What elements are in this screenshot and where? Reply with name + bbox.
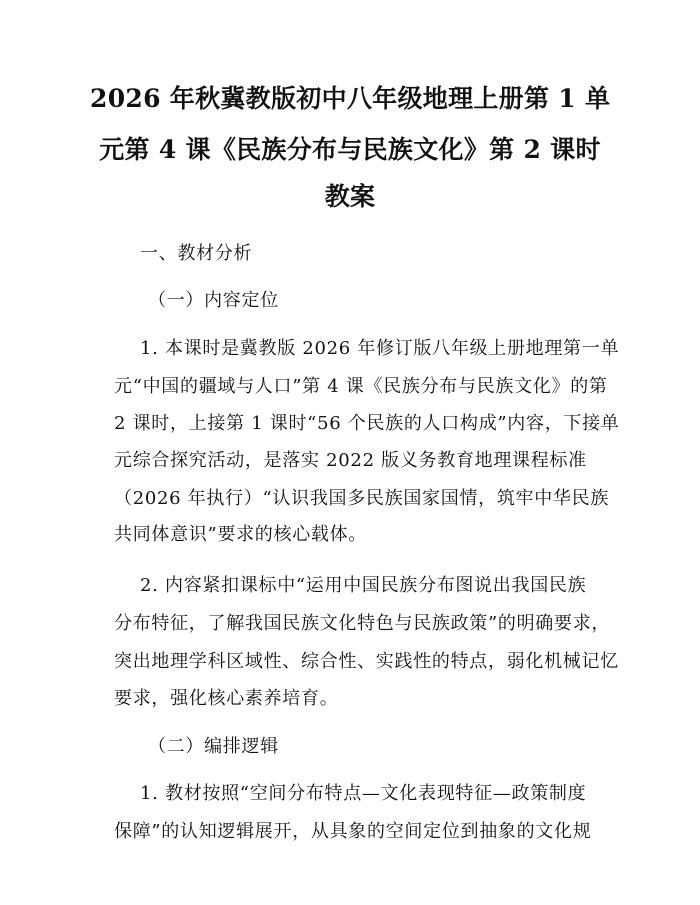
paragraph-1-line-2: 元“中国的疆域与人口”第 4 课《民族分布与民族文化》的第 xyxy=(114,376,608,397)
paragraph-2-line-3: 突出地理学科区域性、综合性、实践性的特点，弱化机械记忆 xyxy=(114,651,619,672)
paragraph-2-line-2: 分布特征，了解我国民族文化特色与民族政策”的明确要求， xyxy=(114,613,611,634)
paragraph-1-line-5: （2026 年执行）“认识我国多民族国家国情，筑牢中华民族 xyxy=(114,488,610,509)
paragraph-2-line-1: 2. 内容紧扣课标中“运用中国民族分布图说出我国民族 xyxy=(140,575,587,596)
section-heading-teaching-material-analysis: 一、教材分析 xyxy=(140,243,253,264)
subsection-heading-arrangement-logic: （二）编排逻辑 xyxy=(148,736,279,757)
subsection-heading-content-positioning: （一）内容定位 xyxy=(148,290,279,311)
paragraph-1-line-6: 共同体意识”要求的核心载体。 xyxy=(114,524,368,545)
document-title-line-2: 元第 4 课《民族分布与民族文化》第 2 课时 xyxy=(99,135,601,164)
paragraph-1-line-1: 1. 本课时是冀教版 2026 年修订版八年级上册地理第一单 xyxy=(140,338,620,359)
paragraph-1-line-3: 2 课时，上接第 1 课时“56 个民族的人口构成”内容，下接单 xyxy=(114,413,620,434)
paragraph-3-line-1: 1. 教材按照“空间分布特点—文化表现特征—政策制度 xyxy=(140,783,587,804)
document-title-line-3: 教案 xyxy=(324,182,376,211)
paragraph-1-line-4: 元综合探究活动，是落实 2022 版义务教育地理课程标准 xyxy=(114,450,587,471)
document-title-line-1: 2026 年秋冀教版初中八年级地理上册第 1 单 xyxy=(90,84,611,113)
paragraph-3-line-2: 保障”的认知逻辑展开，从具象的空间定位到抽象的文化规 xyxy=(114,821,592,842)
paragraph-2-line-4: 要求，强化核心素养培育。 xyxy=(114,688,339,709)
